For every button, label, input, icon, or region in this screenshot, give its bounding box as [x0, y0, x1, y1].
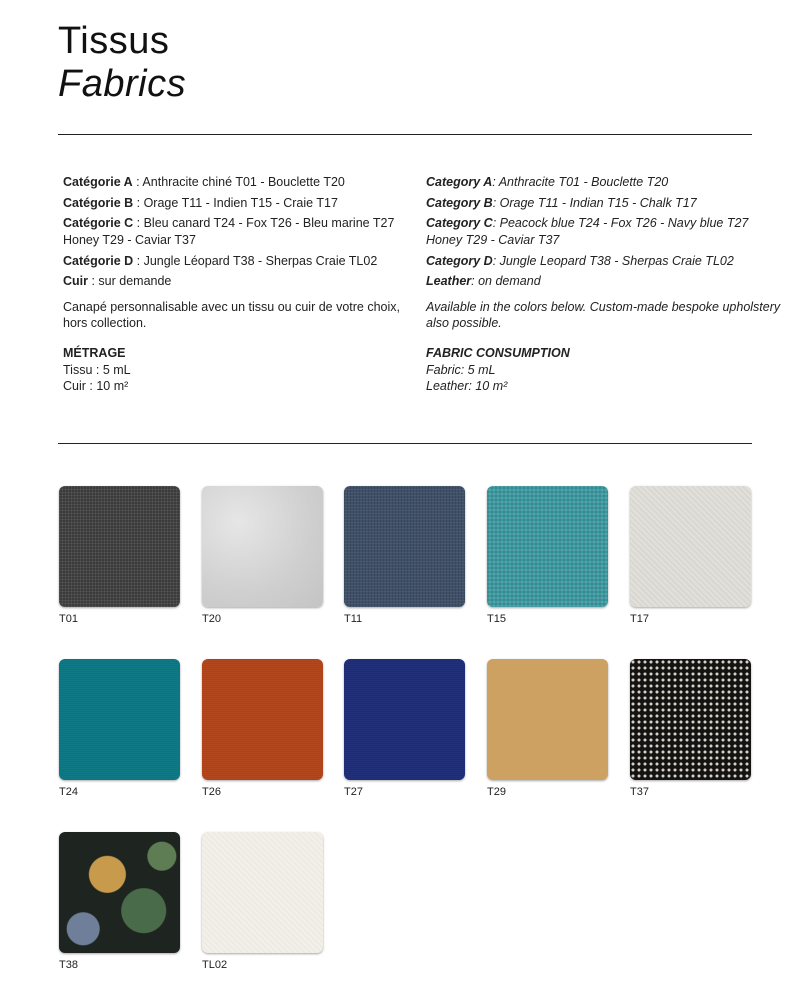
category-value: : Anthracite chiné T01 - Bouclette T20: [132, 175, 345, 189]
swatch-label: T37: [630, 786, 649, 798]
category-line: [63, 174, 423, 191]
category-line: [426, 215, 786, 232]
swatch-label: T20: [202, 613, 221, 625]
consumption-line: Cuir : 10 m²: [63, 379, 129, 393]
category-value: : Jungle Léopard T38 - Sherpas Craie TL02: [133, 253, 378, 268]
category-key: Catégorie A: [63, 175, 133, 189]
category-key: Catégorie B: [63, 195, 134, 210]
swatch-label: T29: [487, 786, 506, 798]
category-line: [426, 195, 786, 212]
category-line: [63, 253, 423, 270]
category-key: Catégorie D: [63, 253, 134, 268]
category-value: Honey T29 - Caviar T37: [63, 233, 196, 247]
swatch-t20[interactable]: [202, 486, 323, 607]
consumption-line: Leather: 10 m²: [426, 379, 508, 393]
swatch-t27[interactable]: [344, 659, 465, 780]
swatch-t01[interactable]: [59, 486, 180, 607]
swatch-t26[interactable]: [202, 659, 323, 780]
swatch-t24[interactable]: [59, 659, 180, 780]
category-value: Honey T29 - Caviar T37: [426, 233, 560, 247]
french-column: [63, 174, 423, 394]
category-line: [63, 195, 423, 212]
consumption-line: Fabric: 5 mL: [426, 363, 496, 377]
category-line: [426, 174, 786, 191]
category-key: Category D: [426, 253, 493, 268]
category-key: Category C: [426, 216, 493, 230]
swatch-t38[interactable]: [59, 832, 180, 953]
category-line: [63, 215, 423, 232]
description-text: Canapé personnalisable avec un tissu ou cuir de votre choix, hors collection.: [63, 300, 401, 330]
consumption-line: Tissu : 5 mL: [63, 363, 131, 377]
swatch-t29[interactable]: [487, 659, 608, 780]
category-line: [426, 273, 786, 290]
swatch-label: T11: [344, 613, 363, 625]
category-key: Cuir: [63, 274, 88, 288]
category-value: : Peacock blue T24 - Fox T26 - Navy blue T27: [492, 216, 749, 230]
top-divider: [58, 134, 752, 135]
category-value: : Anthracite T01 - Bouclette T20: [492, 175, 669, 189]
category-value: : Jungle Leopard T38 - Sherpas Craie TL02: [492, 253, 734, 268]
category-key: Category B: [426, 195, 493, 210]
swatch-label: T27: [344, 786, 363, 798]
english-column: [426, 174, 786, 394]
category-value: : sur demande: [88, 274, 172, 288]
category-value: : on demand: [471, 274, 541, 288]
swatch-label: T24: [59, 786, 78, 798]
category-value: : Orage T11 - Indian T15 - Chalk T17: [492, 195, 697, 210]
middle-divider: [58, 443, 752, 444]
swatch-label: TL02: [202, 959, 228, 971]
swatch-t17[interactable]: [630, 486, 751, 607]
title-english: Fabrics: [58, 63, 187, 105]
category-line: [63, 273, 423, 290]
swatch-label: T01: [59, 613, 78, 625]
swatch-label: T17: [630, 613, 649, 625]
swatch-label: T15: [487, 613, 506, 625]
category-value: : Orage T11 - Indien T15 - Craie T17: [133, 195, 338, 210]
category-line: [426, 253, 786, 270]
swatch-t11[interactable]: [344, 486, 465, 607]
swatch-t15[interactable]: [487, 486, 608, 607]
swatch-label: T26: [202, 786, 221, 798]
category-key: Category A: [426, 175, 493, 189]
category-line: [63, 232, 423, 249]
description-text: Available in the colors below. Custom-made bespoke upholstery also possible.: [426, 300, 781, 330]
category-key: Catégorie C: [63, 216, 134, 230]
category-key: Leather: [426, 274, 472, 288]
swatch-t37[interactable]: [630, 659, 751, 780]
consumption-heading: FABRIC CONSUMPTION: [426, 346, 570, 360]
category-value: : Bleu canard T24 - Fox T26 - Bleu marine T27: [133, 216, 395, 230]
swatch-label: T38: [59, 959, 78, 971]
title-french: Tissus: [58, 20, 170, 62]
category-line: [426, 232, 786, 249]
swatch-tl02[interactable]: [202, 832, 323, 953]
consumption-heading: MÉTRAGE: [63, 346, 126, 360]
